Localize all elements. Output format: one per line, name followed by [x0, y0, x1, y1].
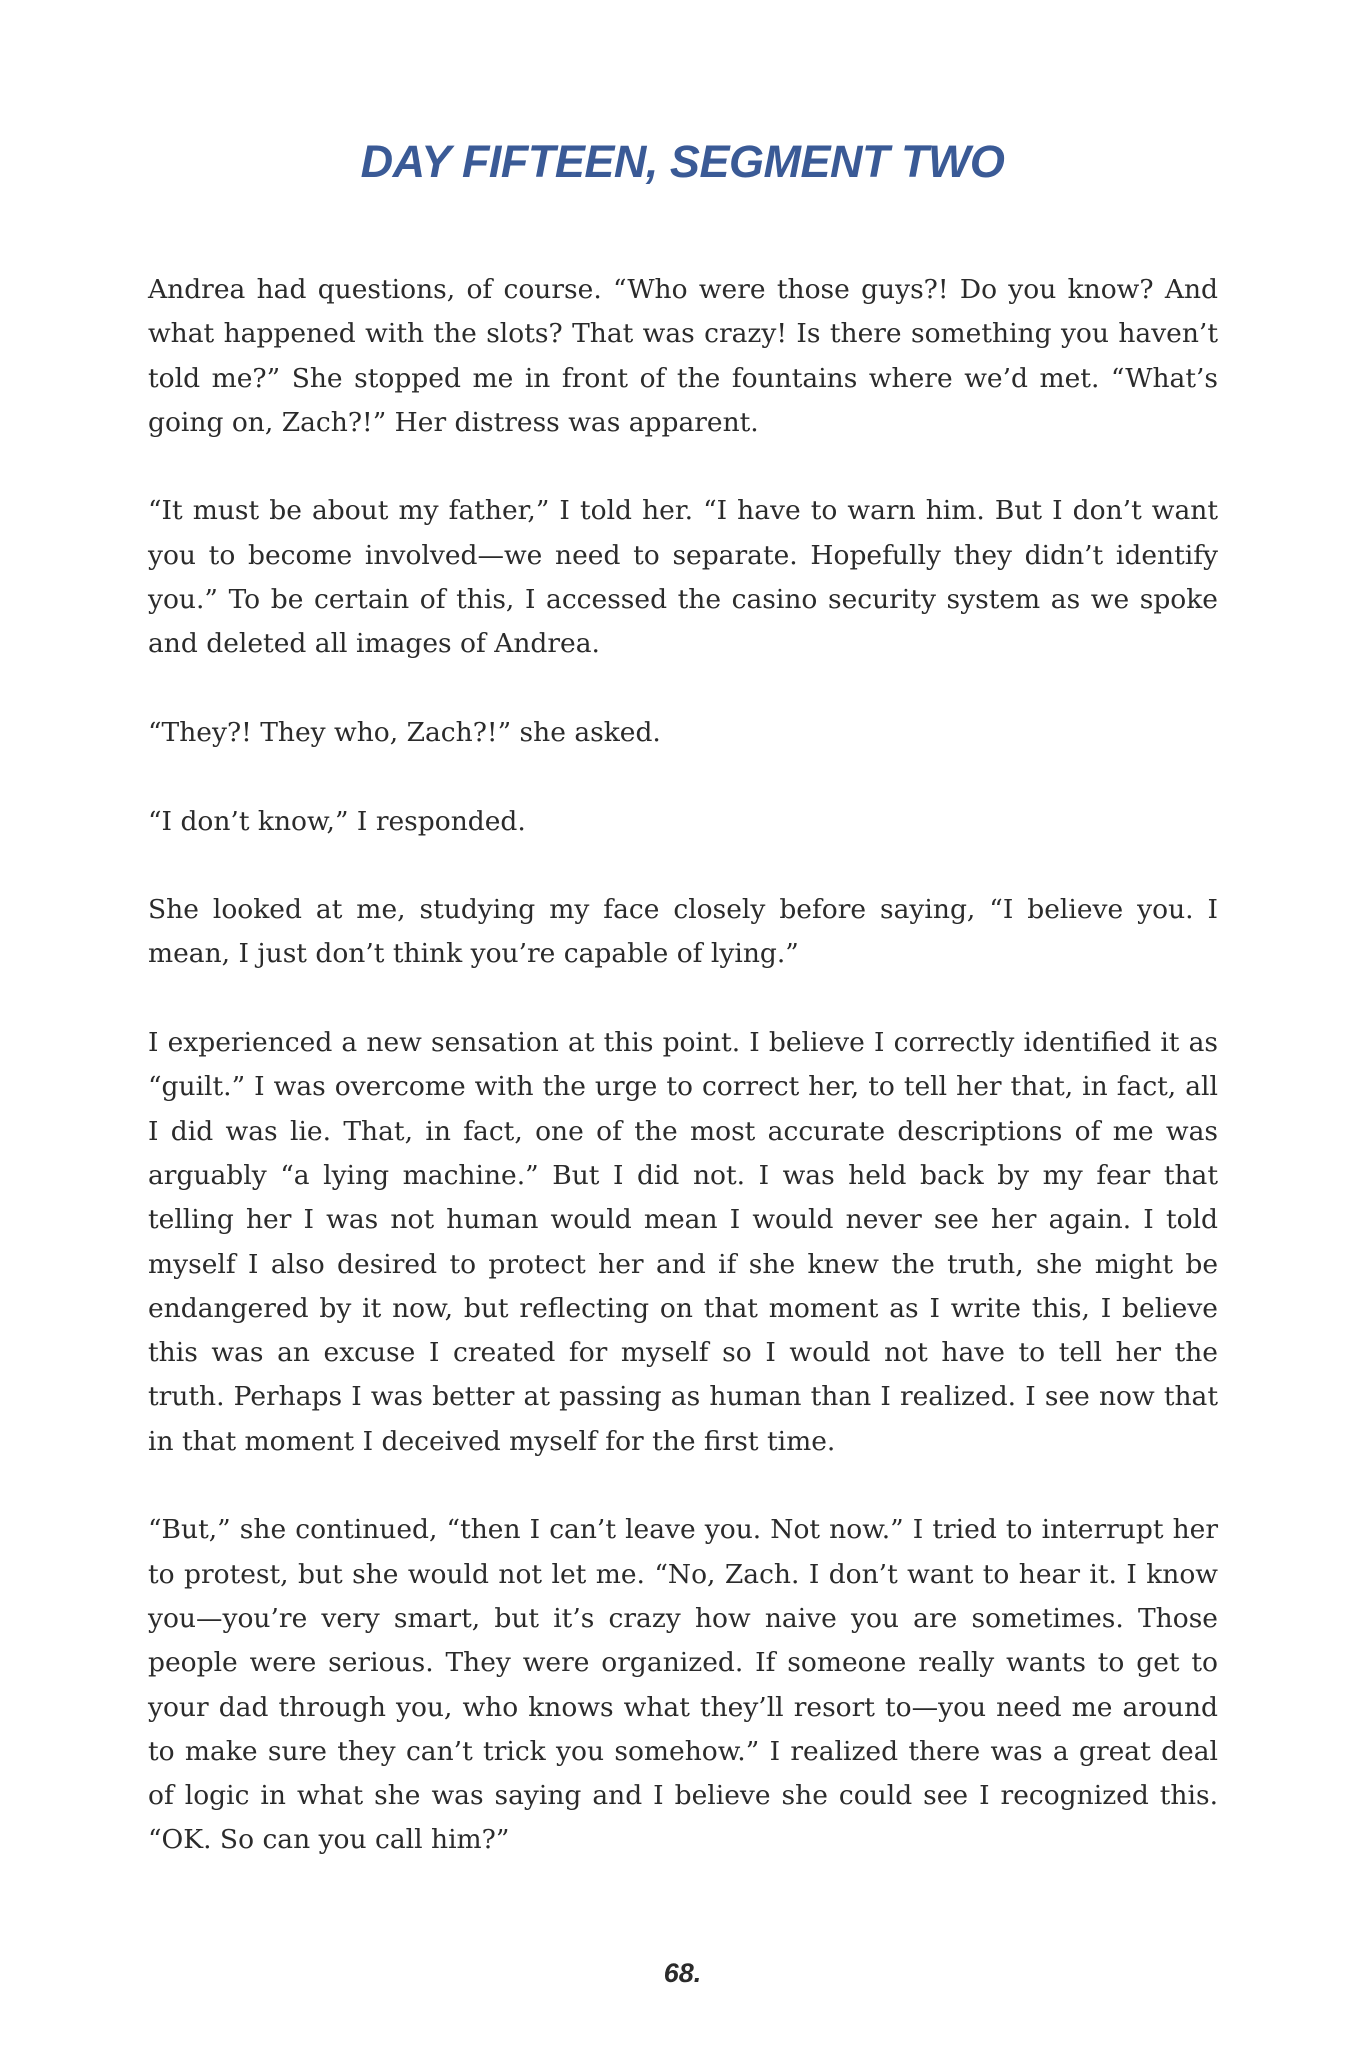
- paragraph: “I don’t know,” I responded.: [148, 805, 526, 837]
- body-text: [148, 268, 1218, 1907]
- chapter-title: DAY FIFTEEN, SEGMENT TWO: [360, 136, 1005, 187]
- paragraph: She looked at me, studying my face closely before saying, “I believe you. I mean, I just don’t think you’re capable of lying.”: [148, 894, 1218, 970]
- page-number: 68.: [663, 1958, 702, 1988]
- paragraph: I experienced a new sensation at this point. I believe I correctly identified it as “guilt.” I was overcome with the urge to correct her, to tell her that, in fact, all I did was lie. That, in fact, one of the most accurate descriptions of me was arguably “a lying machine.” But I did not. I was held back by my fear that telling her I was not human would mean I would never see her again. I told myself I also desired to protect her and if she knew the truth, she might be endangered by it now, but reflecting on that moment as I write this, I believe this was an excuse I created for myself so I would not have to tell her the truth. Perhaps I was better at passing as human than I realized. I see now that in that moment I deceived myself for the first time.: [148, 1027, 1218, 1457]
- paragraph: “They?! They who, Zach?!” she asked.: [148, 716, 661, 748]
- paragraph: “But,” she continued, “then I can’t leave you. Not now.” I tried to interrupt her to protest, but she would not let me. “No, Zach. I don’t want to hear it. I know you—you’re very smart, but it’s crazy how naive you are sometimes. Those people were serious. They were organized. If someone really wants to get to your dad through you, who knows what they’ll resort to—you need me around to make sure they can’t trick you somehow.” I realized there was a great deal of logic in what she was saying and I believe she could see I recognized this. “OK. So can you call him?”: [148, 1514, 1218, 1856]
- paragraph: Andrea had questions, of course. “Who were those guys?! Do you know? And what happened with the slots? That was crazy! Is there something you haven’t told me?” She stopped me in front of the fountains where we’d met. “What’s going on, Zach?!” Her distress was apparent.: [148, 274, 1218, 438]
- paragraph: “It must be about my father,” I told her. “I have to warn him. But I don’t want you to become involved—we need to separate. Hopefully they didn’t identify you.” To be certain of this, I accessed the casino security system as we spoke and deleted all images of Andrea.: [148, 495, 1218, 660]
